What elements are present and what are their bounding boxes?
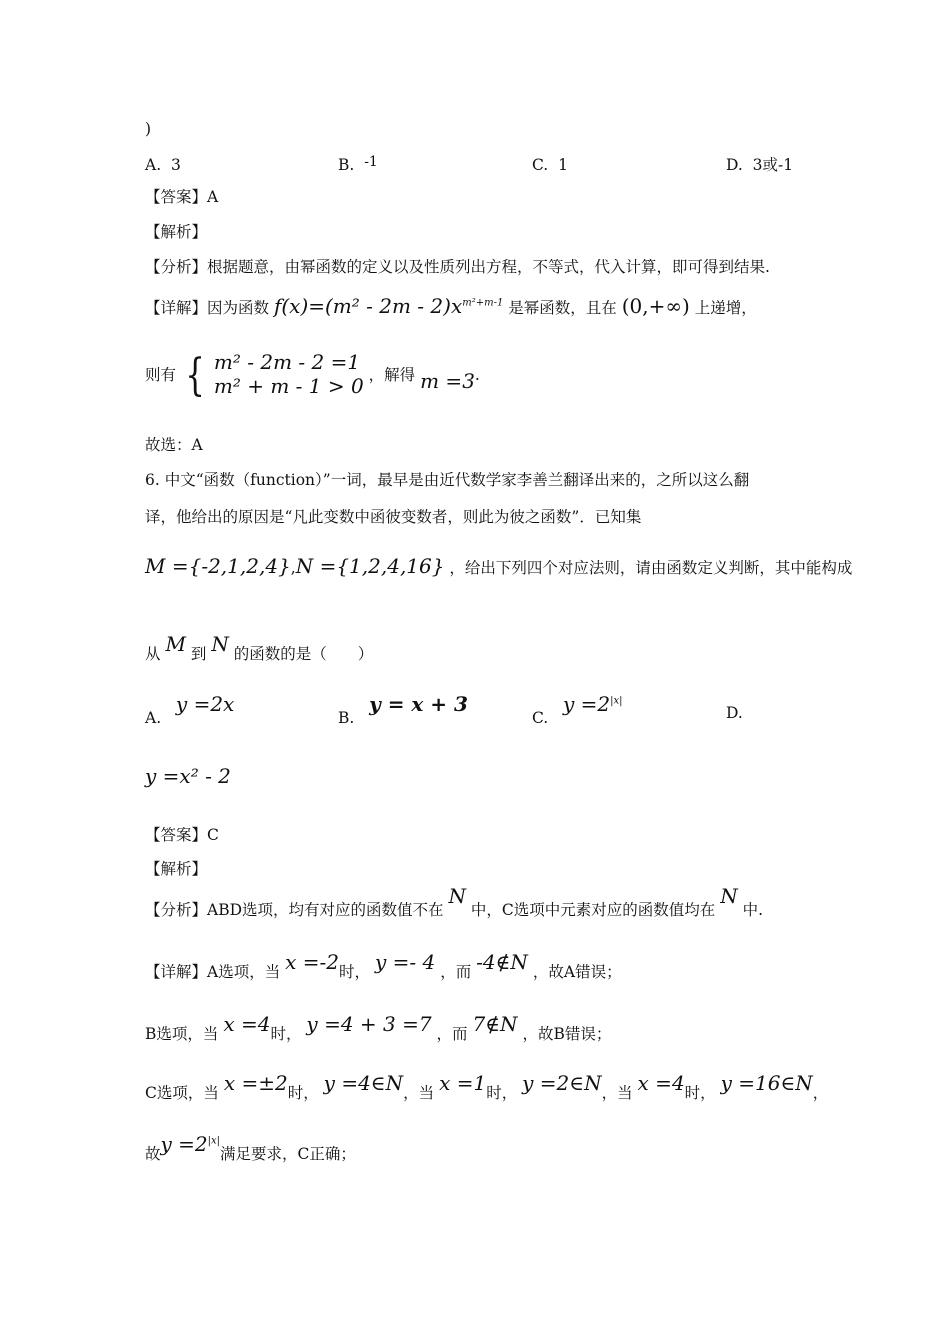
set-n: N ={1,2,4,16} bbox=[295, 554, 445, 578]
q6-jiexi: 【解析】 bbox=[145, 860, 208, 878]
q6-option-a: A. y =2x bbox=[145, 692, 235, 727]
q6-option-d-label: D. bbox=[726, 704, 743, 722]
n-symbol: N bbox=[211, 632, 229, 656]
q6-line3: M ={-2,1,2,4},N ={1,2,4,16} ，给出下列四个对应法则，请由函数定义判断，其中能构成 bbox=[145, 554, 853, 578]
function-expr: $f(x)=(m^2 - 2m - 2)x^{m^2+m-1}$ bbox=[273, 294, 504, 318]
q5-fenxi: 【分析】根据题意，由幂函数的定义以及性质列出方程，不等式，代入计算，即可得到结果. bbox=[145, 258, 770, 276]
q6-option-b: B. y = x + 3 bbox=[338, 692, 468, 727]
q5-option-d: D. 3或-1 bbox=[726, 156, 794, 174]
q6-answer: 【答案】C bbox=[145, 826, 219, 844]
q6-line4: 从 M 到 N 的函数的是（ ） bbox=[145, 632, 374, 663]
q6-option-c: C. $y =2^{|x|}$ bbox=[532, 692, 623, 727]
n-symbol: N bbox=[720, 884, 738, 908]
equation-system: m² - 2m - 2 =1 m² + m - 1 > 0 bbox=[213, 350, 364, 398]
q5-system: 则有 { m² - 2m - 2 =1 m² + m - 1 > 0 ，解得 m =3. bbox=[145, 350, 480, 401]
paren-close: ) bbox=[145, 120, 152, 138]
q5-option-c: C. 1 bbox=[532, 156, 568, 174]
q6-line1: 6. 中文“函数（function）”一词，最早是由近代数学家李善兰翻译出来的，之所以这么翻 bbox=[145, 471, 750, 489]
q6-option-d-expr: y =x² - 2 bbox=[145, 764, 231, 788]
interval-expr: (0,+∞) bbox=[621, 294, 690, 318]
q5-option-a: A. 3 bbox=[145, 156, 181, 174]
set-m: M ={-2,1,2,4} bbox=[145, 554, 291, 578]
q6-detail-b: B选项，当 x =4时， y =4 + 3 =7 ，而 7∉N ，故B错误； bbox=[145, 1012, 612, 1043]
q6-line2: 译，他给出的原因是“凡此变数中函彼变数者，则此为彼之函数”．已知集 bbox=[145, 508, 642, 526]
result-expr: m =3 bbox=[420, 369, 475, 393]
q5-answer: 【答案】A bbox=[145, 188, 219, 206]
q5-option-b: B. -1 bbox=[338, 154, 378, 174]
m-symbol: M bbox=[165, 632, 186, 656]
brace-icon: { bbox=[185, 350, 205, 401]
q6-detail-c: C选项，当 x =±2时， y =4∈N，当 x =1时， y =2∈N，当 x =4时， y =16∈N， bbox=[145, 1071, 829, 1102]
q5-xiangjie: 【详解】因为函数 $f(x)=(m^2 - 2m - 2)x^{m^2+m-1}$ 是幂函数，且在 (0,+∞) 上递增， bbox=[145, 294, 757, 318]
q5-jiexi: 【解析】 bbox=[145, 223, 208, 241]
q6-fenxi: 【分析】ABD选项，均有对应的函数值不在 N 中，C选项中元素对应的函数值均在 N 中. bbox=[145, 884, 764, 919]
n-symbol: N bbox=[448, 884, 466, 908]
q6-conclusion: 故$y =2^{|x|}$满足要求，C正确； bbox=[145, 1132, 356, 1163]
q5-guxuan: 故选：A bbox=[145, 436, 203, 454]
q6-detail-a: 【详解】A选项，当 x =-2时， y =- 4 ，而 -4∉N ，故A错误； bbox=[145, 950, 622, 981]
